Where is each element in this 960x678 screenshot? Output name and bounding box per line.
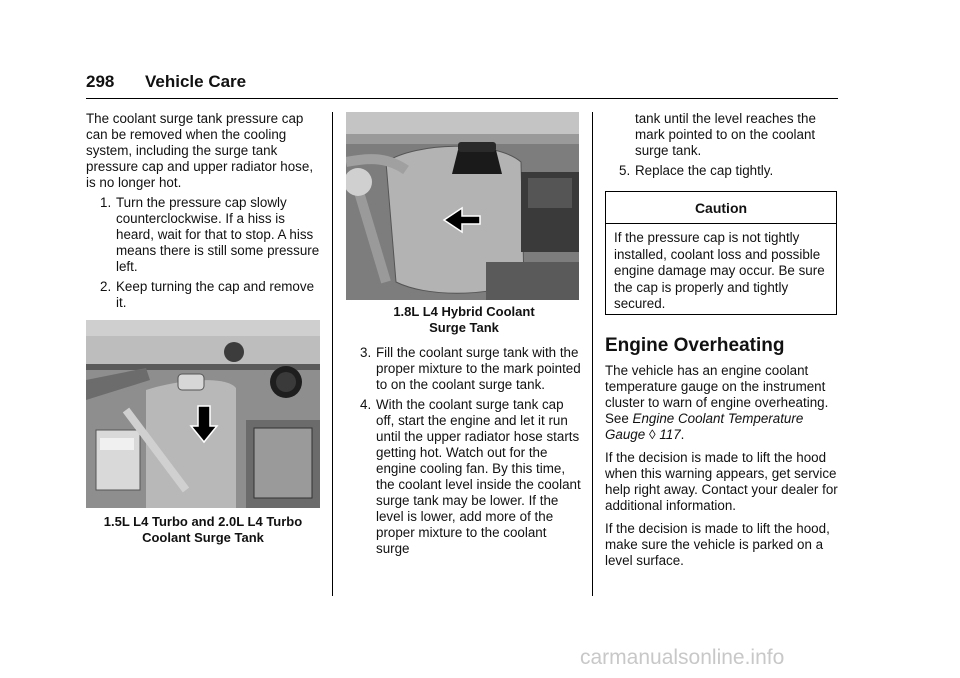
step-number: 3. (360, 345, 372, 360)
step-text: Fill the coolant surge tank with the proper mixture to the mark pointed to on the coolant surge tank. (376, 345, 581, 392)
photo-caption-hybrid (346, 304, 582, 336)
step-text: Turn the pressure cap slowly counterclockwise. If a hiss is heard, wait for that to stop. A hiss means there is still some pressure left. (116, 195, 320, 274)
step-number: 1. (100, 195, 112, 210)
column-2 (346, 304, 582, 557)
step-5 (605, 163, 839, 179)
watermark: carmanualsonline.info (580, 646, 785, 669)
cross-reference-link[interactable]: Engine Coolant Temperature Gauge (605, 411, 804, 442)
page-ref-icon: ◊ (648, 427, 656, 442)
header-divider (86, 98, 838, 99)
step-number: 5. (619, 163, 631, 178)
page-number: 298 (86, 72, 115, 91)
step-text: tank until the level reaches the mark pointed to on the coolant surge tank. (635, 111, 816, 158)
engine-photo-turbo (86, 320, 320, 508)
column-divider-1 (332, 112, 333, 596)
section-title: Engine Overheating (605, 335, 785, 356)
overheating-paragraph-3: If the decision is made to lift the hood, make sure the vehicle is parked on a level surface. (605, 521, 830, 568)
step-4-continued (605, 111, 839, 159)
photo-caption-turbo (86, 514, 320, 546)
step-4 (346, 397, 582, 557)
column-3-top (605, 111, 839, 179)
caption-line: 1.5L L4 Turbo and 2.0L L4 Turbo (103, 514, 303, 529)
column-1 (86, 111, 322, 311)
page-title: Vehicle Care (145, 72, 247, 91)
step-3 (346, 345, 582, 393)
caution-title: Caution (606, 192, 836, 224)
step-2 (86, 279, 322, 311)
step-text: Keep turning the cap and remove it. (116, 279, 315, 310)
caption-line: Surge Tank (429, 320, 499, 335)
column-3-body (605, 363, 839, 569)
engine-photo-hybrid (346, 112, 579, 300)
caption-line: Coolant Surge Tank (142, 530, 264, 545)
step-text: With the coolant surge tank cap off, start the engine and let it run until the upper radiator hose starts getting hot. Watch out for the engine cooling fan. By this time, the coolant level inside the coolant surge tank may be lower. If the level is lower, add more of the proper mixture to the coolant surge (376, 397, 581, 556)
step-number: 2. (100, 279, 112, 294)
caution-box (605, 191, 837, 315)
step-number: 4. (360, 397, 372, 412)
column-divider-2 (592, 112, 593, 596)
caution-body: If the pressure cap is not tightly installed, coolant loss and possible engine damage may occur. Be sure the cap is properly and tightly secured. (614, 230, 825, 311)
step-text: Replace the cap tightly. (635, 163, 774, 178)
caption-line: 1.8L L4 Hybrid Coolant (393, 304, 535, 319)
intro-paragraph: The coolant surge tank pressure cap can be removed when the cooling system, including the surge tank pressure cap and upper radiator hose, is no longer hot. (86, 111, 314, 190)
para-text: . (680, 427, 685, 442)
overheating-paragraph-2: If the decision is made to lift the hood when this warning appears, get service help right away. Contact your dealer for additional information. (605, 450, 838, 513)
overheating-paragraph-1 (605, 363, 839, 443)
para-text: The vehicle has an engine coolant temperature gauge on the instrument cluster to warn of engine overheating. See (605, 363, 829, 426)
step-1 (86, 195, 322, 275)
page-reference[interactable]: 117 (659, 427, 681, 442)
